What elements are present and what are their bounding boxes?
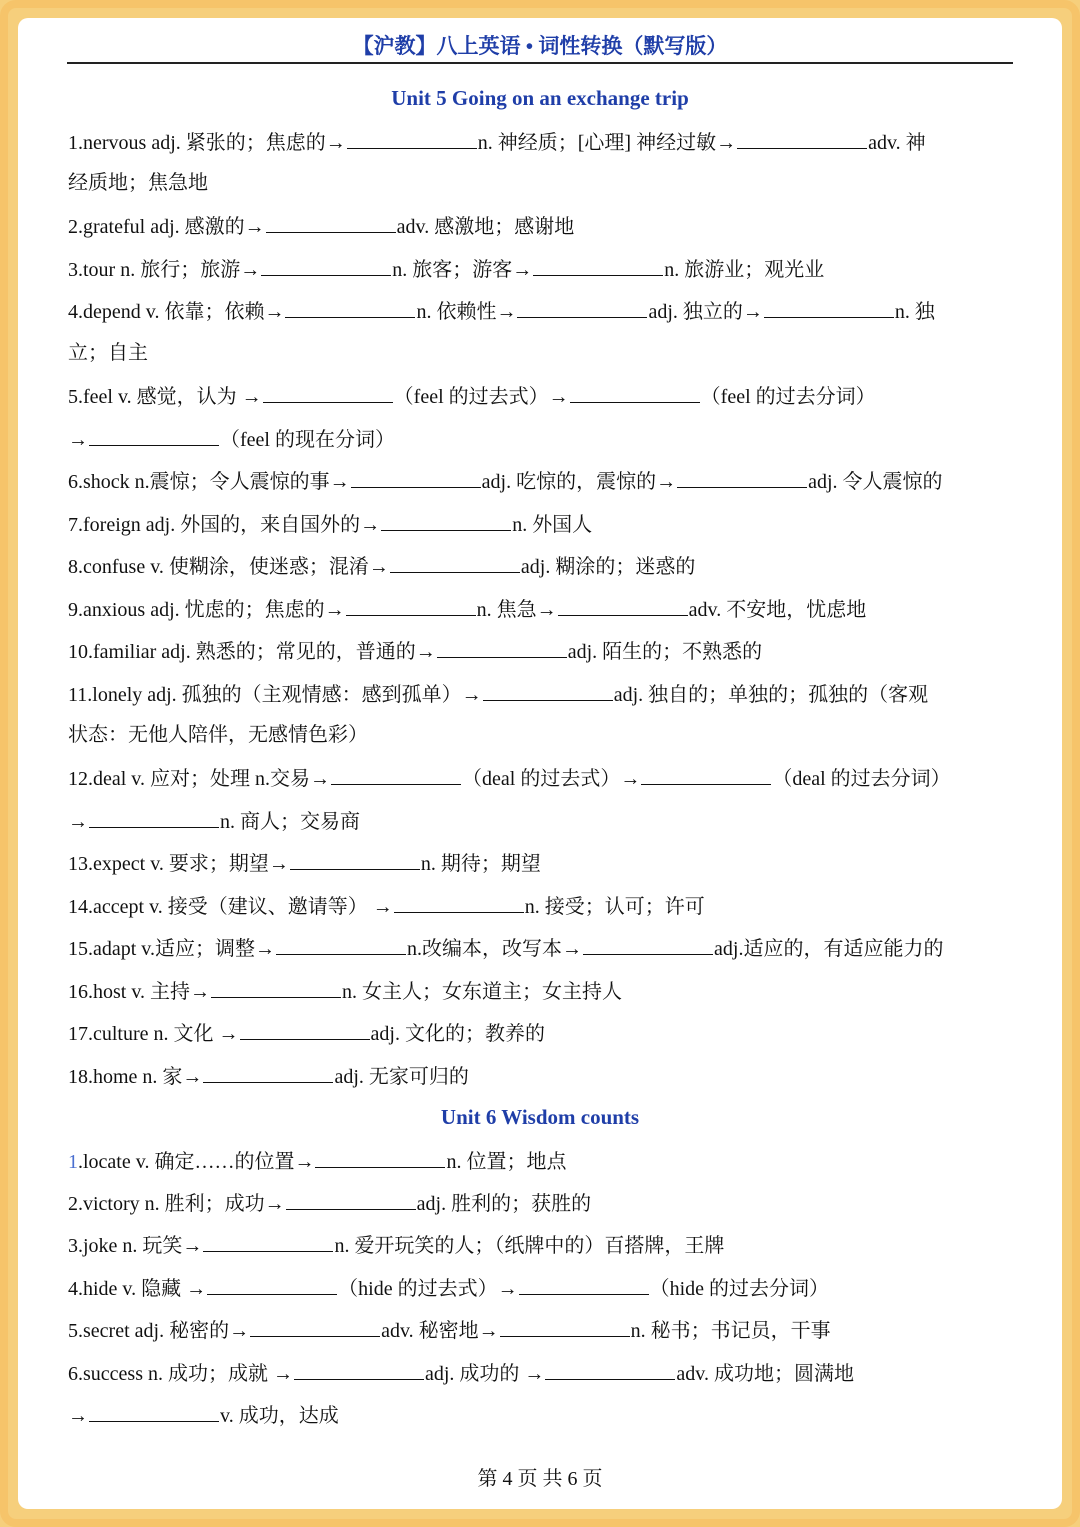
answer-blank[interactable] <box>250 1316 380 1337</box>
answer-blank[interactable] <box>347 128 477 149</box>
answer-blank[interactable] <box>203 1062 333 1083</box>
entry-nervous-cont: 经质地；焦急地 <box>68 172 208 194</box>
entry-locate: 1.locate v. 确定……的位置→ n. 位置；地点 <box>68 1147 1003 1175</box>
answer-blank[interactable] <box>737 128 867 149</box>
entry-expect: 13.expect v. 要求；期望→ n. 期待；期望 <box>68 849 1003 877</box>
answer-blank[interactable] <box>764 297 894 318</box>
answer-blank[interactable] <box>437 637 567 658</box>
entry-depend-cont: 立；自主 <box>68 342 148 364</box>
answer-blank[interactable] <box>290 849 420 870</box>
entry-foreign: 7.foreign adj. 外国的，来自国外的→ n. 外国人 <box>68 510 1003 538</box>
answer-blank[interactable] <box>677 467 807 488</box>
unit5-title: Unit 5 Going on an exchange trip <box>391 86 689 110</box>
entry-grateful: 2.grateful adj. 感激的→ adv. 感激地；感谢地 <box>68 212 1003 240</box>
answer-blank[interactable] <box>381 510 511 531</box>
answer-blank[interactable] <box>240 1019 370 1040</box>
answer-blank[interactable] <box>517 297 647 318</box>
answer-blank[interactable] <box>276 934 406 955</box>
entry-success-cont: → v. 成功，达成 <box>68 1401 1003 1429</box>
answer-blank[interactable] <box>207 1274 337 1295</box>
entry-anxious: 9.anxious adj. 忧虑的；焦虑的→ n. 焦急→ adv. 不安地，忧虑地 <box>68 595 1003 623</box>
entry-tour: 3.tour n. 旅行；旅游→ n. 旅客；游客→ n. 旅游业；观光业 <box>68 255 1003 283</box>
entry-success: 6.success n. 成功；成就 → adj. 成功的 → adv. 成功地；圆满地 <box>68 1359 1003 1387</box>
unit6-title: Unit 6 Wisdom counts <box>440 1105 640 1129</box>
answer-blank[interactable] <box>583 934 713 955</box>
answer-blank[interactable] <box>211 977 341 998</box>
answer-blank[interactable] <box>286 1189 416 1210</box>
entry-deal: 12.deal v. 应对；处理 n.交易→ （deal 的过去式）→ （deal 的过去分词） <box>68 764 1003 792</box>
entry-shock: 6.shock n.震惊；令人震惊的事→ adj. 吃惊的，震惊的→ adj. 令人震惊的 <box>68 467 1003 495</box>
entry-feel-cont: → （feel 的现在分词） <box>68 425 1003 453</box>
answer-blank[interactable] <box>89 807 219 828</box>
entry-joke: 3.joke n. 玩笑→ n. 爱开玩笑的人；（纸牌中的）百搭牌，王牌 <box>68 1231 1003 1259</box>
page-number: 第 4 页 共 6 页 <box>477 1468 603 1490</box>
entry-victory: 2.victory n. 胜利；成功→ adj. 胜利的；获胜的 <box>68 1189 1003 1217</box>
entry-deal-cont: → n. 商人；交易商 <box>68 807 1003 835</box>
entry-secret: 5.secret adj. 秘密的→ adv. 秘密地→ n. 秘书；书记员，干事 <box>68 1316 1003 1344</box>
entry-confuse: 8.confuse v. 使糊涂，使迷惑；混淆→ adj. 糊涂的；迷惑的 <box>68 552 1003 580</box>
entry-lonely-cont: 状态：无他人陪伴，无感情色彩） <box>68 724 368 746</box>
answer-blank[interactable] <box>263 382 393 403</box>
answer-blank[interactable] <box>89 1401 219 1422</box>
answer-blank[interactable] <box>533 255 663 276</box>
entry-host: 16.host v. 主持→ n. 女主人；女东道主；女主持人 <box>68 977 1003 1005</box>
answer-blank[interactable] <box>394 892 524 913</box>
answer-blank[interactable] <box>203 1231 333 1252</box>
answer-blank[interactable] <box>519 1274 649 1295</box>
answer-blank[interactable] <box>346 595 476 616</box>
answer-blank[interactable] <box>570 382 700 403</box>
answer-blank[interactable] <box>89 425 219 446</box>
answer-blank[interactable] <box>641 764 771 785</box>
entry-culture: 17.culture n. 文化 → adj. 文化的；教养的 <box>68 1019 1003 1047</box>
answer-blank[interactable] <box>558 595 688 616</box>
entry-familiar: 10.familiar adj. 熟悉的；常见的，普通的→ adj. 陌生的；不熟悉的 <box>68 637 1003 665</box>
entry-adapt: 15.adapt v.适应；调整→ n.改编本，改写本→ adj.适应的，有适应能力的 <box>68 934 1003 962</box>
entry-depend: 4.depend v. 依靠；依赖→ n. 依赖性→ adj. 独立的→ n. 独 <box>68 297 1003 325</box>
answer-blank[interactable] <box>500 1316 630 1337</box>
answer-blank[interactable] <box>285 297 415 318</box>
answer-blank[interactable] <box>261 255 391 276</box>
entry-home: 18.home n. 家→ adj. 无家可归的 <box>68 1062 1003 1090</box>
answer-blank[interactable] <box>483 680 613 701</box>
page-header-title: 【沪教】八上英语 • 词性转换（默写版） <box>352 34 728 58</box>
answer-blank[interactable] <box>390 552 520 573</box>
answer-blank[interactable] <box>331 764 461 785</box>
header-rule <box>67 62 1013 64</box>
entry-lonely: 11.lonely adj. 孤独的（主观情感：感到孤单）→ adj. 独自的；单独的；孤独的（客观 <box>68 680 1003 708</box>
answer-blank[interactable] <box>351 467 481 488</box>
answer-blank[interactable] <box>315 1147 445 1168</box>
answer-blank[interactable] <box>545 1359 675 1380</box>
entry-accept: 14.accept v. 接受（建议、邀请等） → n. 接受；认可；许可 <box>68 892 1003 920</box>
entry-feel: 5.feel v. 感觉，认为 → （feel 的过去式）→ （feel 的过去分词） <box>68 382 1003 410</box>
entry-hide: 4.hide v. 隐藏 → （hide 的过去式）→ （hide 的过去分词） <box>68 1274 1003 1302</box>
entry-nervous: 1.nervous adj. 紧张的；焦虑的→ n. 神经质；[心理] 神经过敏→ adv. 神 <box>68 128 1003 156</box>
answer-blank[interactable] <box>266 212 396 233</box>
answer-blank[interactable] <box>294 1359 424 1380</box>
